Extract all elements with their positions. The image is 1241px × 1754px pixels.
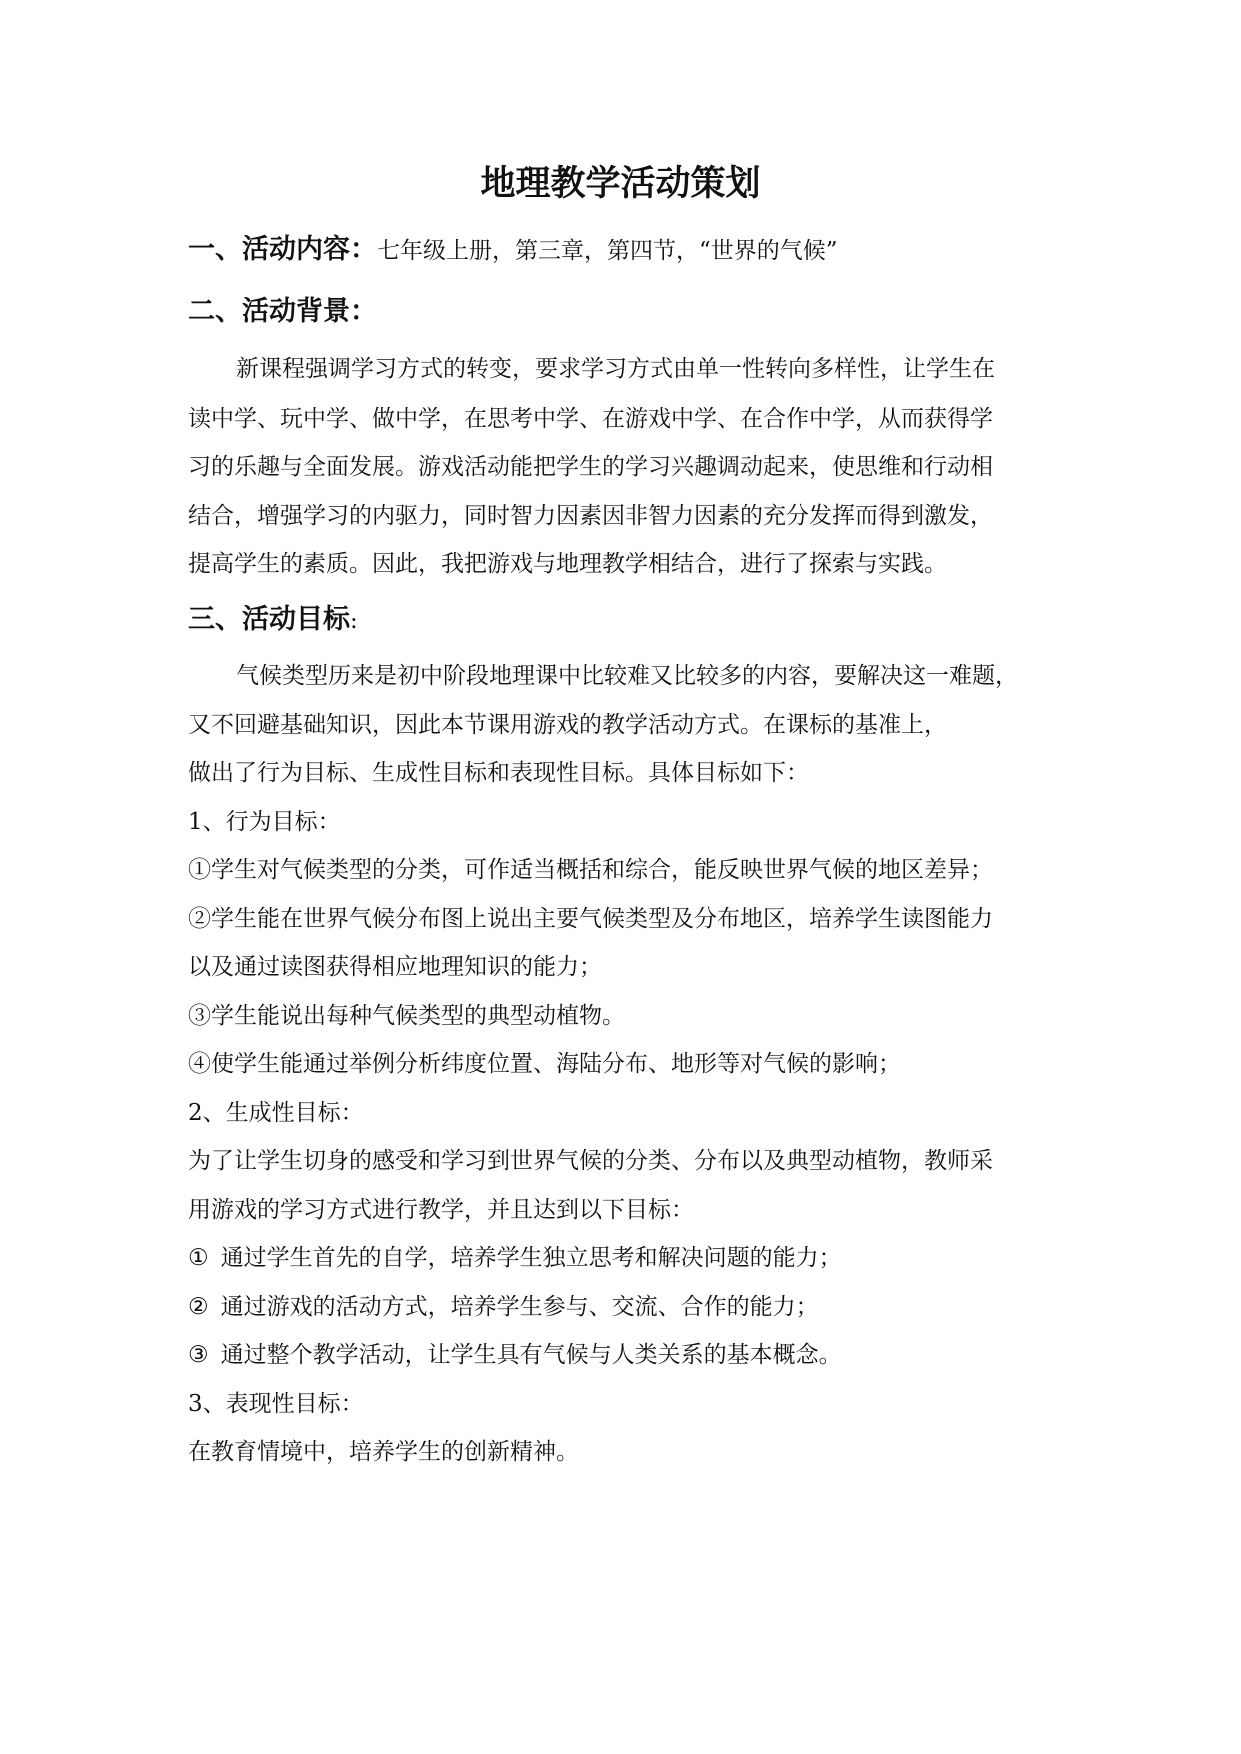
expressive-goals-heading: 3、表现性目标：	[188, 1391, 364, 1417]
paragraph-line: 又不回避基础知识，因此本节课用游戏的教学活动方式。在课标的基准上，	[188, 712, 947, 738]
section-content-heading: 一、活动内容：	[188, 234, 377, 265]
paragraph-line: 结合，增强学习的内驱力，同时智力因素因非智力因素的充分发挥而得到激发，	[188, 503, 993, 529]
paragraph-line: 习的乐趣与全面发展。游戏活动能把学生的学习兴趣调动起来，使思维和行动相	[188, 454, 993, 480]
section-goals-colon: :	[350, 608, 358, 634]
behavior-goal-item: ③学生能说出每种气候类型的典型动植物。	[188, 1003, 625, 1029]
section-content-text: 七年级上册，第三章，第四节，“世界的气候”	[377, 238, 838, 264]
item-marker: ②	[188, 1294, 209, 1320]
generative-goal-item	[188, 1344, 842, 1367]
document-title: 地理教学活动策划	[480, 163, 761, 204]
item-text: 通过整个教学活动，让学生具有气候与人类关系的基本概念。	[220, 1342, 842, 1368]
paragraph-line: 气候类型历来是初中阶段地理课中比较难又比较多的内容，要解决这一难题，	[236, 663, 1018, 689]
behavior-goal-item: 以及通过读图获得相应地理知识的能力；	[188, 954, 602, 980]
behavior-goals-heading: 1、行为目标：	[188, 809, 341, 835]
paragraph-line: 用游戏的学习方式进行教学，并且达到以下目标：	[188, 1197, 694, 1223]
item-text: 通过游戏的活动方式，培养学生参与、交流、合作的能力；	[220, 1294, 819, 1320]
item-marker: ①	[188, 1245, 209, 1271]
item-text: 通过学生首先的自学，培养学生独立思考和解决问题的能力；	[220, 1245, 842, 1271]
section-goals	[188, 606, 358, 633]
behavior-goal-item: ②学生能在世界气候分布图上说出主要气候类型及分布地区，培养学生读图能力	[188, 906, 993, 932]
section-goals-heading: 三、活动目标	[188, 604, 350, 635]
paragraph-line: 新课程强调学习方式的转变，要求学习方式由单一性转向多样性，让学生在	[236, 356, 995, 382]
generative-goals-heading: 2、生成性目标：	[188, 1100, 364, 1126]
item-marker: ③	[188, 1342, 209, 1368]
section-background-heading: 二、活动背景：	[188, 296, 377, 327]
paragraph-line: 在教育情境中，培养学生的创新精神。	[188, 1439, 579, 1465]
section-content	[188, 236, 838, 263]
behavior-goal-item: ④使学生能通过举例分析纬度位置、海陆分布、地形等对气候的影响；	[188, 1051, 901, 1077]
paragraph-line: 读中学、玩中学、做中学，在思考中学、在游戏中学、在合作中学，从而获得学	[188, 406, 993, 432]
generative-goal-item	[188, 1247, 842, 1270]
paragraph-line: 提高学生的素质。因此，我把游戏与地理教学相结合，进行了探索与实践。	[188, 551, 947, 577]
behavior-goal-item: ①学生对气候类型的分类，可作适当概括和综合，能反映世界气候的地区差异；	[188, 857, 993, 883]
paragraph-line: 做出了行为目标、生成性目标和表现性目标。具体目标如下：	[188, 760, 809, 786]
generative-goal-item	[188, 1296, 819, 1319]
paragraph-line: 为了让学生切身的感受和学习到世界气候的分类、分布以及典型动植物，教师采	[188, 1148, 993, 1174]
